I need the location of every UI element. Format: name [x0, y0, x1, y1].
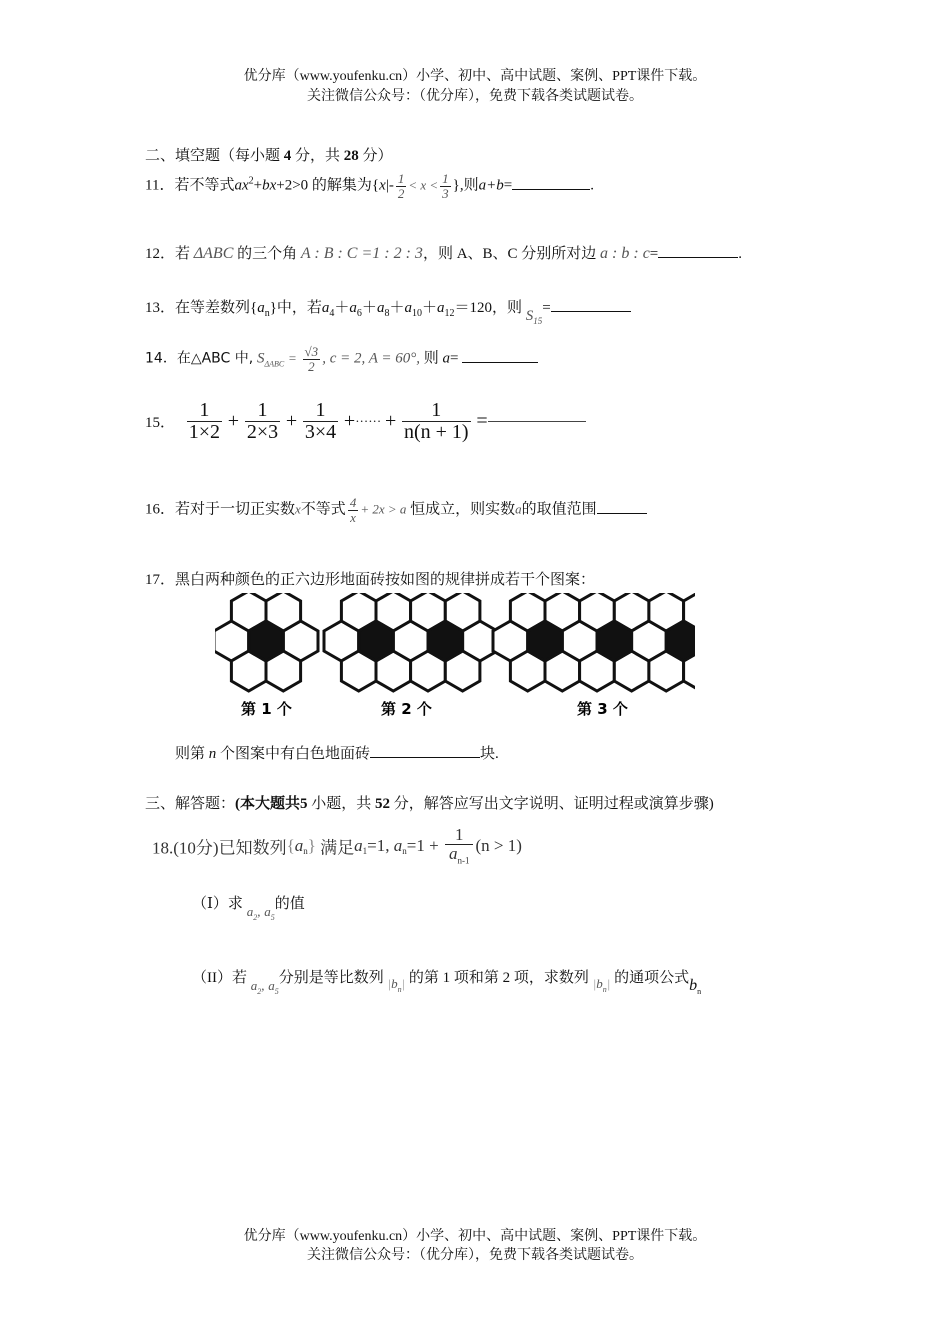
section-3-title: 三、解答题：(本大题共5 小题，共 52 分，解答应写出文字说明、证明过程或演算步骤) [145, 796, 714, 812]
question-11: 11．若不等式$ax^2+bx+2>0$ 的解集为{x|- $\frac{1}{2}$ < x < $\frac{1}{3}$ },则a+b= . [145, 171, 594, 201]
caption-2: 第 2 个 [381, 700, 432, 718]
answer-blank[interactable] [488, 421, 586, 422]
black-hex-tile [597, 621, 632, 661]
header-line-2: 关注微信公众号：（优分库），免费下载各类试题试卷。 [307, 89, 643, 104]
black-hex-tile [666, 621, 695, 661]
answer-blank[interactable] [462, 350, 538, 363]
question-18-part-2: （II）若 $a_2$, $a_5$分别是等比数列 $|b_n|$ 的第 1 项和第 2 项，求数列 $|b_n|$ 的通项公式$b_n$ [192, 970, 702, 996]
answer-blank[interactable] [370, 745, 480, 758]
question-14: 14．在△ABC 中, $S_{\Delta ABC}$ = $\frac{√3}{2}$ , c = 2, A = 60°, 则 a= [145, 345, 538, 373]
question-13: 13．在等差数列$\{a_n\}$中，若$a_4+a_6+a_8+a_{10}+a_{12}=120$，则 $S_{15}=$ [145, 296, 631, 319]
answer-blank[interactable] [658, 245, 738, 258]
question-15: 15． $\frac{1}{1\times 2}$ + $\frac{1}{2\times 3}$ + $\frac{1}{3\times 4}$ +······ + $\frac{1}{n(n + 1)}$ = [145, 400, 586, 443]
question-18-part-1: （Ⅰ）求 $a_2$, $a_5$的值 [192, 896, 305, 922]
black-hex-tile [359, 621, 394, 661]
footer-line-1: 优分库（www.youfenku.cn）小学、初中、高中试题、案例、PPT课件下载。 [243, 1229, 707, 1244]
question-17-answer: 则第 n 个图案中有白色地面砖 块. [175, 746, 499, 762]
header-line-1: 优分库（www.youfenku.cn）小学、初中、高中试题、案例、PPT课件下载。 [243, 69, 707, 84]
caption-1: 第 1 个 [241, 700, 292, 718]
caption-3: 第 3 个 [577, 700, 628, 718]
black-hex-tile [249, 621, 284, 661]
question-18: 18.(10分)已知数列$\{a_n\}$ 满足$a_1=1$, $a_n=1$ + $\frac{1}{a_{n-1}}$ (n > 1) [152, 825, 522, 866]
footer-line-2: 关注微信公众号：（优分库），免费下载各类试题试卷。 [307, 1248, 643, 1263]
question-12: 12．若 ΔABC 的三个角 A : B : C =1 : 2 : 3，则 A、B、C 分别所对边 a : b : c= . [145, 245, 743, 262]
section-2-title: 二、填空题（每小题 4 分，共 28 分） [145, 148, 393, 164]
question-17: 17．黑白两种颜色的正六边形地面砖按如图的规律拼成若干个图案： [145, 572, 596, 588]
answer-blank[interactable] [597, 501, 647, 514]
black-hex-tile [528, 621, 563, 661]
black-hex-tile [428, 621, 463, 661]
answer-blank[interactable] [512, 177, 590, 190]
answer-blank[interactable] [551, 299, 631, 312]
hexagon-patterns-figure [215, 593, 695, 723]
question-16: 16．若对于一切正实数x不等式 $\frac{4}{x}$ + 2x > a 恒成立，则实数a的取值范围 [145, 496, 647, 524]
